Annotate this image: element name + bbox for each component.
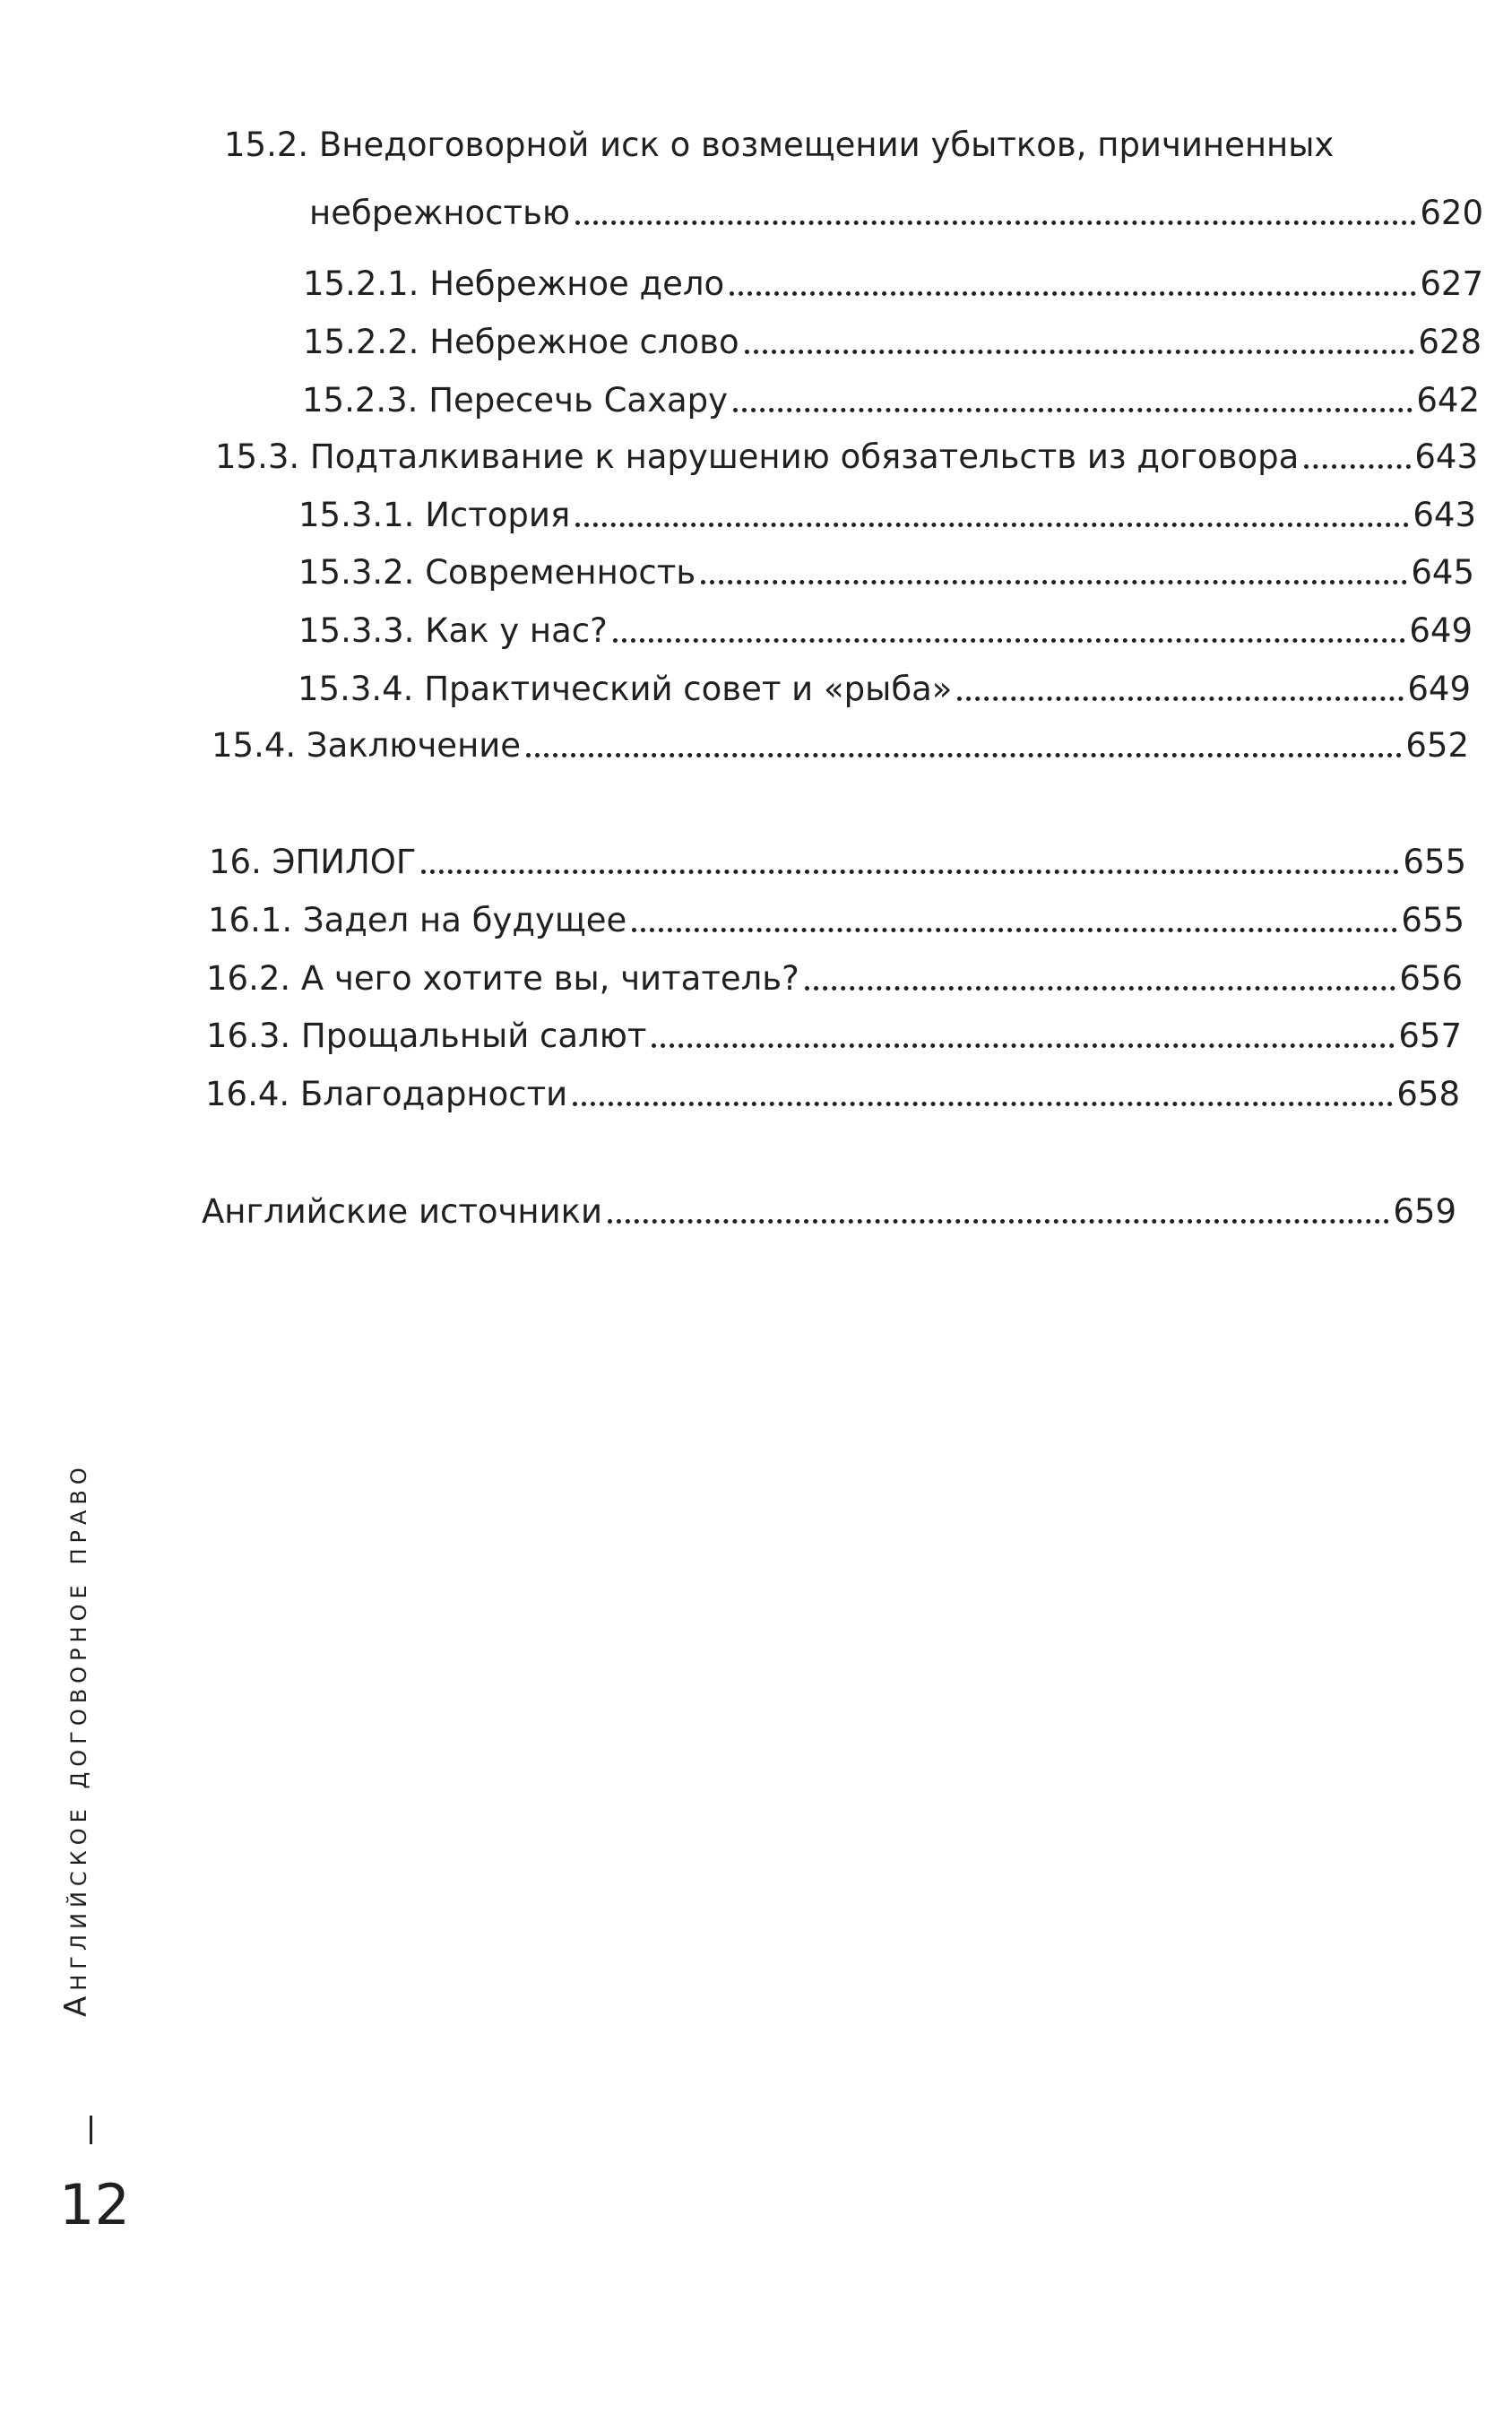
dot-leader xyxy=(730,291,1416,296)
toc-entry-16-4 xyxy=(205,1057,1460,1114)
toc-page-number: 627 xyxy=(1420,264,1483,303)
dot-leader xyxy=(575,523,1409,527)
toc-page-number: 642 xyxy=(1416,381,1480,420)
toc-page-number: 656 xyxy=(1399,959,1463,998)
toc-entry-title: Английские источники xyxy=(202,1192,603,1231)
dot-leader xyxy=(745,350,1415,354)
toc-entry-title-continued: небрежностью xyxy=(309,194,571,232)
toc-page-number: 649 xyxy=(1409,611,1473,650)
toc-entry-15-4 xyxy=(212,708,1469,766)
dot-leader xyxy=(526,753,1402,757)
toc-entry-15-3-4 xyxy=(298,652,1471,709)
dot-leader xyxy=(805,986,1396,991)
toc-page-number: 643 xyxy=(1414,437,1478,476)
toc-entry-title: 15.3. Подталкивание к нарушению обязательств из договора xyxy=(215,437,1300,476)
toc-page-number: 643 xyxy=(1413,496,1476,534)
toc-entry-15-2-3 xyxy=(302,363,1480,420)
toc-entry-15-2 xyxy=(224,125,1483,233)
toc-entry-title: 16.1. Задел на будущее xyxy=(208,901,627,939)
dot-leader xyxy=(613,638,1406,643)
toc-entry-title: 15.2. Внедоговорной иск о возмещении убытков, причиненных xyxy=(224,125,1335,164)
dot-leader xyxy=(632,928,1397,932)
toc-entry-title: 15.3.3. Как у нас? xyxy=(298,611,608,650)
toc-page-number: 652 xyxy=(1405,726,1469,765)
toc-entry-title: 15.4. Заключение xyxy=(212,726,522,765)
page-number-rule xyxy=(90,2116,92,2144)
toc-entry-title: 15.2.1. Небрежное дело xyxy=(303,264,725,303)
dot-leader xyxy=(957,697,1404,701)
toc-entry-title: 15.2.3. Пересечь Сахару xyxy=(302,381,729,420)
toc-page-number: 645 xyxy=(1411,553,1474,592)
toc-entry-title: 15.3.2. Современность xyxy=(298,553,696,592)
dot-leader xyxy=(575,221,1416,225)
toc-entry-title: 15.3.4. Практический совет и «рыба» xyxy=(298,670,953,708)
toc-entry-16-3 xyxy=(206,999,1462,1056)
toc-page-number: 655 xyxy=(1403,843,1466,881)
dot-leader xyxy=(701,580,1407,584)
toc-entry-15-2-2 xyxy=(303,305,1482,362)
toc-entry-16-2 xyxy=(206,941,1463,999)
toc-page-number: 628 xyxy=(1418,323,1482,361)
toc-entry-15-3-2 xyxy=(298,535,1474,593)
dot-leader xyxy=(421,870,1399,874)
toc-page-number: 658 xyxy=(1396,1075,1460,1113)
page-number: 12 xyxy=(59,2172,130,2237)
toc-entry-15-2-1 xyxy=(303,247,1483,304)
toc-entry-sources xyxy=(202,1174,1456,1232)
toc-entry-title: 15.2.2. Небрежное слово xyxy=(303,323,739,361)
dot-leader xyxy=(573,1102,1393,1106)
toc-entry-15-3-3 xyxy=(298,593,1473,651)
toc-entry-title: 16. ЭПИЛОГ xyxy=(209,843,417,881)
toc-page-number: 620 xyxy=(1420,194,1483,232)
toc-page-number: 657 xyxy=(1398,1017,1462,1055)
toc-entry-title: 15.3.1. История xyxy=(298,496,571,534)
dot-leader xyxy=(652,1043,1395,1048)
toc-page-number: 659 xyxy=(1393,1192,1456,1231)
toc-entry-15-3-1 xyxy=(298,478,1476,535)
dot-leader xyxy=(608,1219,1389,1224)
toc-entry-16 xyxy=(209,825,1466,882)
toc-entry-continuation xyxy=(309,194,1483,233)
toc-entry-title: 16.4. Благодарности xyxy=(205,1075,568,1113)
running-head: Английское договорное право xyxy=(58,1462,94,2017)
toc-page-number: 655 xyxy=(1401,901,1464,939)
toc-entry-15-3 xyxy=(215,420,1478,477)
dot-leader xyxy=(1304,464,1411,469)
toc-entry-16-1 xyxy=(208,883,1464,940)
toc-entry-title: 16.2. А чего хотите вы, читатель? xyxy=(206,959,799,998)
dot-leader xyxy=(733,408,1413,412)
toc-entry-title: 16.3. Прощальный салют xyxy=(206,1017,647,1055)
toc-page-number: 649 xyxy=(1407,670,1471,708)
